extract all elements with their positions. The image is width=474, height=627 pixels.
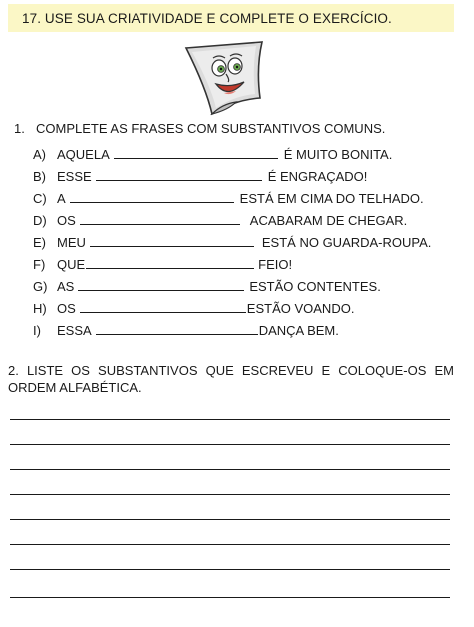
row-suffix: ESTÁ EM CIMA DO TELHADO.: [239, 191, 424, 206]
row-letter: E): [33, 235, 46, 250]
sentence-row-e: [33, 228, 453, 250]
sentence-row-h: [33, 294, 453, 316]
row-letter: A): [33, 147, 46, 162]
row-prefix: AQUELA: [57, 147, 110, 162]
question-1-number: 1.: [14, 121, 25, 136]
row-letter: H): [33, 301, 47, 316]
sentence-row-b: [33, 162, 453, 184]
row-letter: B): [33, 169, 46, 184]
exercise-header: [8, 4, 454, 32]
sentence-row-c: [33, 184, 453, 206]
row-prefix: MEU: [57, 235, 86, 250]
row-letter: F): [33, 257, 46, 272]
row-suffix: ESTÃO CONTENTES.: [249, 279, 381, 294]
row-prefix: A: [57, 191, 66, 206]
row-prefix: QUE: [57, 257, 86, 272]
row-suffix: DANÇA BEM.: [258, 323, 339, 338]
sentence-row-f: [33, 250, 453, 272]
sentence-row-a: [33, 140, 453, 162]
question-2-text: 2. LISTE OS SUBSTANTIVOS QUE ESCREVEU E COLOQUE-OS EM ORDEM ALFABÉTICA.: [8, 363, 454, 395]
writing-line[interactable]: [10, 494, 450, 495]
question-1-text: COMPLETE AS FRASES COM SUBSTANTIVOS COMUNS.: [36, 121, 386, 136]
row-prefix: OS: [57, 213, 76, 228]
row-prefix: ESSE: [57, 169, 92, 184]
writing-line[interactable]: [10, 419, 450, 420]
row-suffix: ESTÃO VOANDO.: [246, 301, 355, 316]
row-suffix: É MUITO BONITA.: [283, 147, 393, 162]
sentence-row-g: [33, 272, 453, 294]
row-suffix: FEIO!: [258, 257, 293, 272]
row-suffix: ACABARAM DE CHEGAR.: [249, 213, 408, 228]
row-letter: D): [33, 213, 47, 228]
answer-blank[interactable]: [80, 224, 240, 225]
answer-blank[interactable]: [78, 290, 244, 291]
answer-blank[interactable]: [114, 158, 278, 159]
answer-blank[interactable]: [86, 268, 254, 269]
row-prefix: ESSA: [57, 323, 92, 338]
answer-blank[interactable]: [96, 180, 262, 181]
row-prefix: OS: [57, 301, 76, 316]
question-1: [14, 121, 385, 136]
answer-blank[interactable]: [80, 312, 246, 313]
answer-blank[interactable]: [96, 334, 258, 335]
answer-blank[interactable]: [70, 202, 234, 203]
row-prefix: AS: [57, 279, 75, 294]
writing-line[interactable]: [10, 519, 450, 520]
writing-line[interactable]: [10, 444, 450, 445]
row-letter: C): [33, 191, 47, 206]
exercise-title: 17. USE SUA CRIATIVIDADE E COMPLETE O EXERCÍCIO.: [22, 10, 392, 26]
answer-blank[interactable]: [90, 246, 254, 247]
row-suffix: É ENGRAÇADO!: [267, 169, 368, 184]
row-letter: G): [33, 279, 48, 294]
row-suffix: ESTÁ NO GUARDA-ROUPA.: [261, 235, 432, 250]
writing-line[interactable]: [10, 544, 450, 545]
sentence-row-d: [33, 206, 453, 228]
row-letter: I): [33, 323, 41, 338]
writing-line[interactable]: [10, 597, 450, 598]
sentence-row-i: [33, 316, 453, 338]
paper-mascot-illustration: [164, 38, 274, 120]
writing-line[interactable]: [10, 469, 450, 470]
writing-line[interactable]: [10, 569, 450, 570]
